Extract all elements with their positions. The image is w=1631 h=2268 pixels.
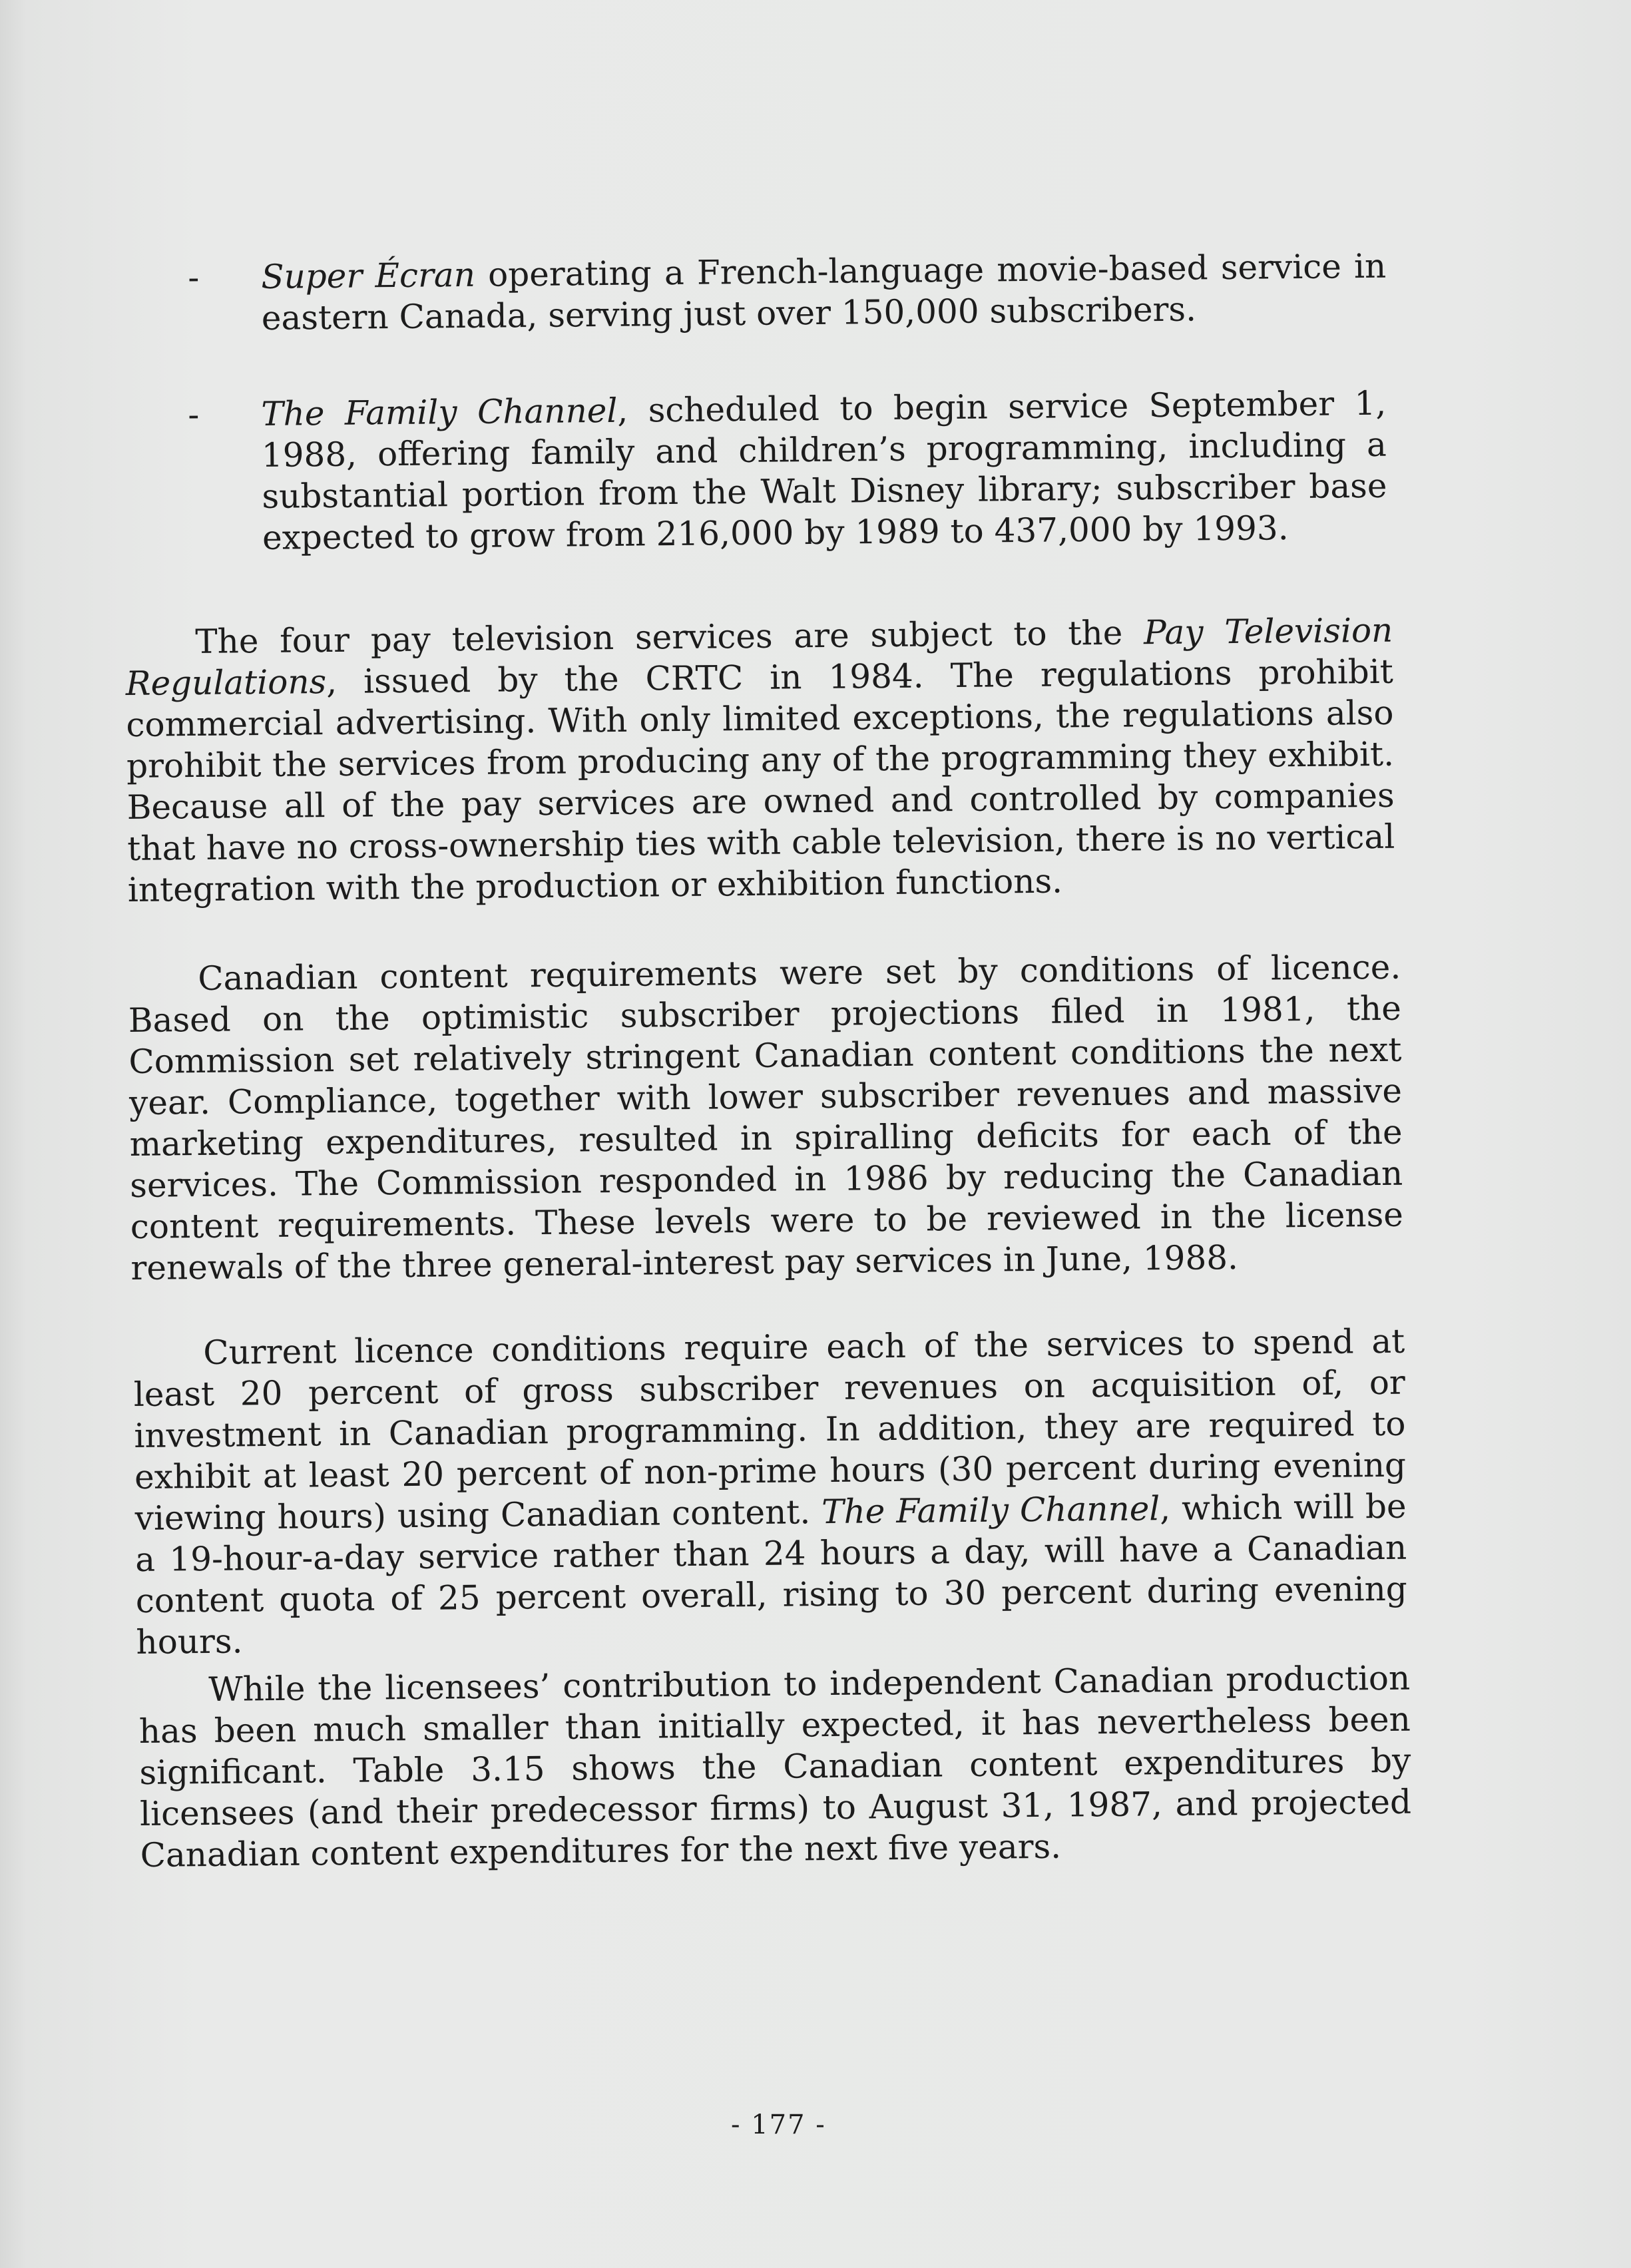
service-name: The Family Channel — [261, 391, 618, 433]
bullet-text — [261, 383, 1387, 559]
bullet-item-super-ecran — [188, 246, 1387, 343]
service-name: The Family Channel — [821, 1489, 1160, 1532]
regulations-title: Pay Television Regulations — [125, 610, 1393, 703]
bullet-dash: - — [188, 258, 200, 297]
service-name: Super Écran — [261, 255, 476, 296]
page-number: - 177 - — [731, 2110, 826, 2140]
bullet-text — [261, 246, 1387, 339]
paragraph-licence-conditions: Current licence conditions require each of the services to spend at least 20 percent of gross subscriber revenues on acquisition of, or investment in Canadian programming. In addition, they are required to exhibit at least 20 percent of non-prime hours (30 percent during evening viewing hours) using Canadian content. The Family Channel, which will be a 19-hour-a-day service rather than 24 hours a day, will have a Canadian content quota of 25 percent overall, rising to 30 percent during evening hours. — [133, 1321, 1408, 1662]
bullet-body: , scheduled to begin service September 1, 1988, offering family and children’s programming, including a substantial portion from the Walt Disney library; subscriber base expected to grow from 216,000 by 1989 to 437,000 by 1993. — [261, 383, 1387, 557]
paragraph-pay-tv-regulations: The four pay television services are subject to the Pay Television Regulations, issued by the CRTC in 1984. The regulations prohibit commercial advertising. With only limited exceptions, the regulations also prohibit the services from producing any of the programming they exhibit. Because all of the pay services are owned and controlled by companies that have no cross-ownership ties with cable television, there is no vertical integration with the production or exhibition functions. — [125, 610, 1395, 909]
paragraph-canadian-content-requirements: Canadian content requirements were set by conditions of licence. Based on the optimistic subscriber projections filed in 1981, the Commission set relatively stringent Canadian content conditions the next year. Compliance, together with lower subscriber revenues and massive marketing expenditures, resulted in spiralling deficits for each of the services. The Commission responded in 1986 by reducing the Canadian content requirements. These levels were to be reviewed in the license renewals of the three general-interest pay services in June, 1988. — [128, 947, 1404, 1287]
bullet-item-family-channel — [188, 383, 1387, 561]
bullet-dash: - — [188, 395, 200, 434]
paragraph-licensee-contribution: While the licensees’ contribution to independent Canadian production has been much smaller than initially expected, it has nevertheless been significant. Table 3.15 shows the Canadian content expenditures by licensees (and their predecessor firms) to August 31, 1987, and projected Canadian content expenditures for the next five years. — [138, 1658, 1412, 1875]
bullet-body: operating a French-language movie-based service in eastern Canada, serving just over 150,000 subscribers. — [261, 246, 1387, 338]
